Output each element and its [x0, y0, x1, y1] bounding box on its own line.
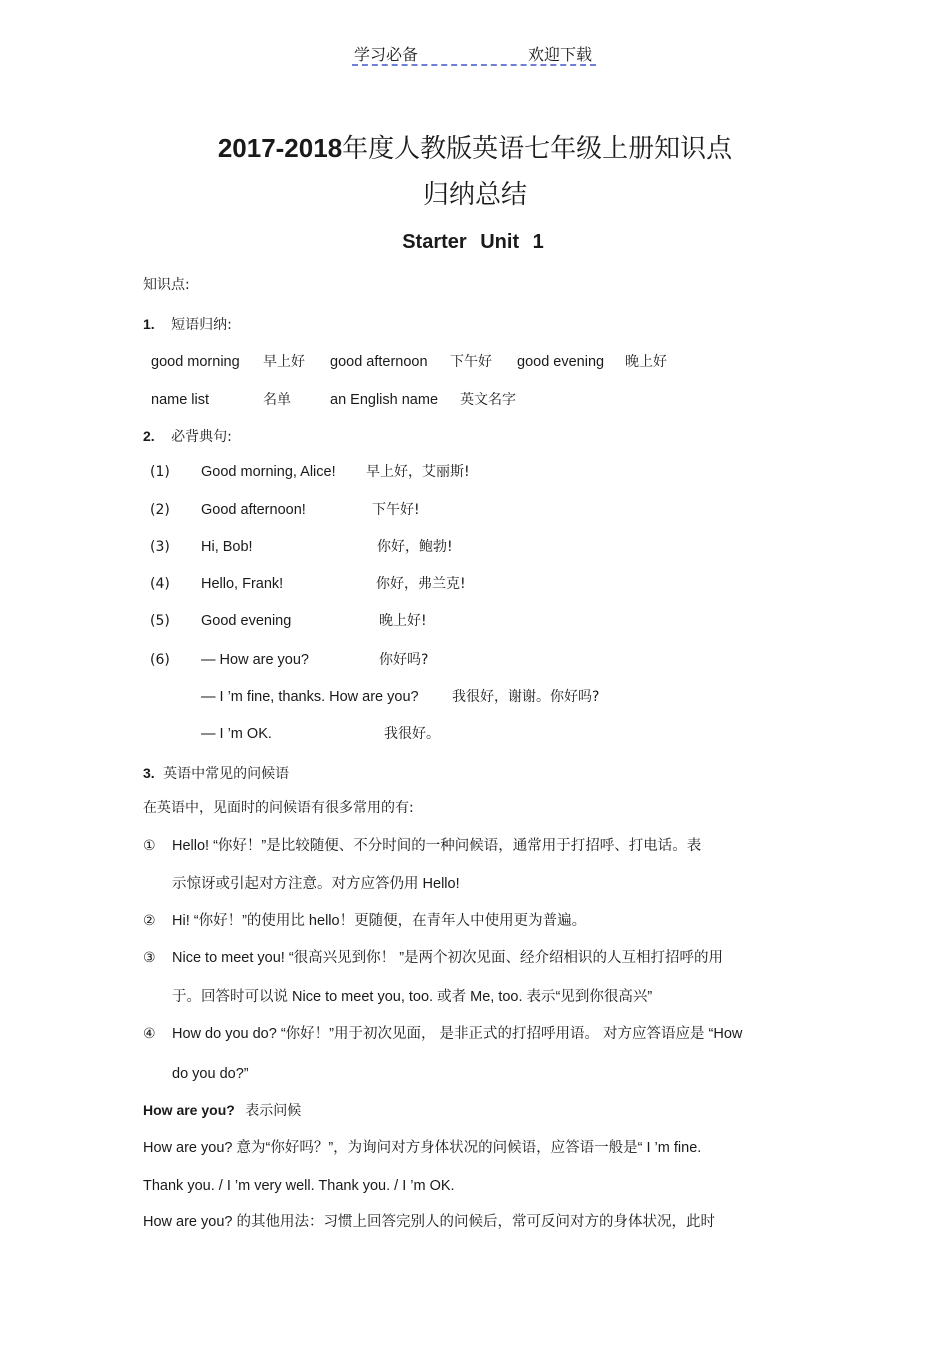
sentence-en: Good evening: [201, 613, 292, 629]
sentence-zh: 下午好!: [372, 502, 420, 518]
section-2-heading: [143, 427, 232, 446]
item-line: 于。回答时可以说 Nice to meet you, too. 或者 Me, too. 表示“见到你很高兴”: [172, 989, 653, 1005]
sentence-number: (2): [150, 502, 170, 518]
phrase-en: good afternoon: [330, 354, 428, 370]
phrase-en: name list: [151, 392, 210, 408]
section-2-number: 2.: [143, 428, 155, 444]
title-year: 2017-2018: [217, 133, 343, 163]
sentence-en: Good morning, Alice!: [201, 464, 336, 480]
phrase-zh: 早上好: [263, 354, 305, 370]
item-marker: ①: [143, 838, 156, 854]
section-3-heading: [143, 764, 289, 783]
sentence-number: (5): [150, 613, 170, 629]
sentence-zh: 晚上好!: [379, 613, 427, 629]
how-are-you-label: 表示问候: [245, 1103, 302, 1119]
item-marker: ②: [143, 913, 156, 929]
item-marker: ④: [143, 1026, 156, 1042]
item-marker: ③: [143, 950, 156, 966]
unit-heading: Starter Unit 1: [402, 231, 544, 253]
document-title-line1: [0, 128, 950, 165]
section-1-label: 短语归纳:: [171, 317, 232, 333]
sentence-en: — How are you?: [201, 652, 309, 668]
phrase-zh: 名单: [263, 392, 291, 408]
sentence-zh: 你好，弗兰克!: [376, 576, 466, 592]
document-title-line2: 归纳总结: [422, 180, 527, 210]
item-line: Nice to meet you! “很高兴见到你！ ”是两个初次见面、经介绍相识的人互相打招呼的用: [172, 950, 724, 966]
how-are-you-paragraph: How are you? 意为“你好吗？”，为询问对方身体状况的问候语，应答语一般是“ I ’m fine.: [143, 1140, 702, 1156]
sentence-zh: 早上好，艾丽斯!: [366, 464, 470, 480]
sentence-en: — I ’m OK.: [201, 726, 272, 742]
header-right-text: 欢迎下载: [527, 45, 592, 64]
sentence-zh: 我很好。: [384, 726, 440, 742]
how-are-you-bold: How are you?: [143, 1102, 235, 1118]
item-line: Hello! “你好！”是比较随便、不分时间的一种问候语，通常用于打招呼、打电话。表: [172, 838, 702, 854]
sentence-number: (3): [150, 539, 170, 555]
phrase-en: an English name: [330, 392, 439, 408]
section-2-label: 必背典句:: [171, 429, 232, 445]
how-are-you-paragraph: Thank you. / I ’m very well. Thank you. / I ’m OK.: [143, 1178, 455, 1194]
sentence-number: (6): [150, 652, 170, 668]
sentence-en: — I ’m fine, thanks. How are you?: [201, 689, 419, 705]
item-line: do you do?”: [172, 1066, 249, 1082]
sentence-zh: 我很好，谢谢。你好吗?: [452, 689, 600, 705]
item-line: How do you do? “你好！”用于初次见面， 是非正式的打招呼用语。 对方应答语应是 “How: [172, 1026, 743, 1042]
phrase-en: good morning: [151, 354, 240, 370]
title-rest: 年度人教版英语七年级上册知识点: [342, 134, 733, 164]
phrase-zh: 晚上好: [625, 354, 667, 370]
phrase-zh: 下午好: [450, 354, 492, 370]
section-3-number: 3.: [143, 765, 155, 781]
header-left-text: 学习必备: [354, 45, 419, 64]
knowledge-label: 知识点:: [143, 277, 190, 293]
greeting-intro: 在英语中，见面时的问候语有很多常用的有:: [143, 800, 414, 816]
sentence-number: (1): [150, 464, 170, 480]
sentence-zh: 你好吗?: [379, 652, 429, 668]
sentence-number: (4): [150, 576, 170, 592]
section-1-heading: [143, 315, 232, 334]
page-header: [352, 40, 596, 66]
how-are-you-heading: [143, 1101, 301, 1120]
section-3-label: 英语中常见的问候语: [163, 766, 290, 782]
item-line: 示惊讶或引起对方注意。对方应答仍用 Hello!: [172, 876, 460, 892]
how-are-you-paragraph: How are you? 的其他用法：习惯上回答完别人的问候后，常可反问对方的身体状况，此时: [143, 1214, 715, 1230]
phrase-zh: 英文名字: [460, 392, 516, 408]
sentence-en: Good afternoon!: [201, 502, 306, 518]
sentence-en: Hello, Frank!: [201, 576, 284, 592]
sentence-en: Hi, Bob!: [201, 539, 253, 555]
phrase-en: good evening: [517, 354, 605, 370]
section-1-number: 1.: [143, 316, 155, 332]
sentence-zh: 你好，鲍勃!: [377, 539, 453, 555]
item-line: Hi! “你好！”的使用比 hello！更随便，在青年人中使用更为普遍。: [172, 913, 587, 929]
